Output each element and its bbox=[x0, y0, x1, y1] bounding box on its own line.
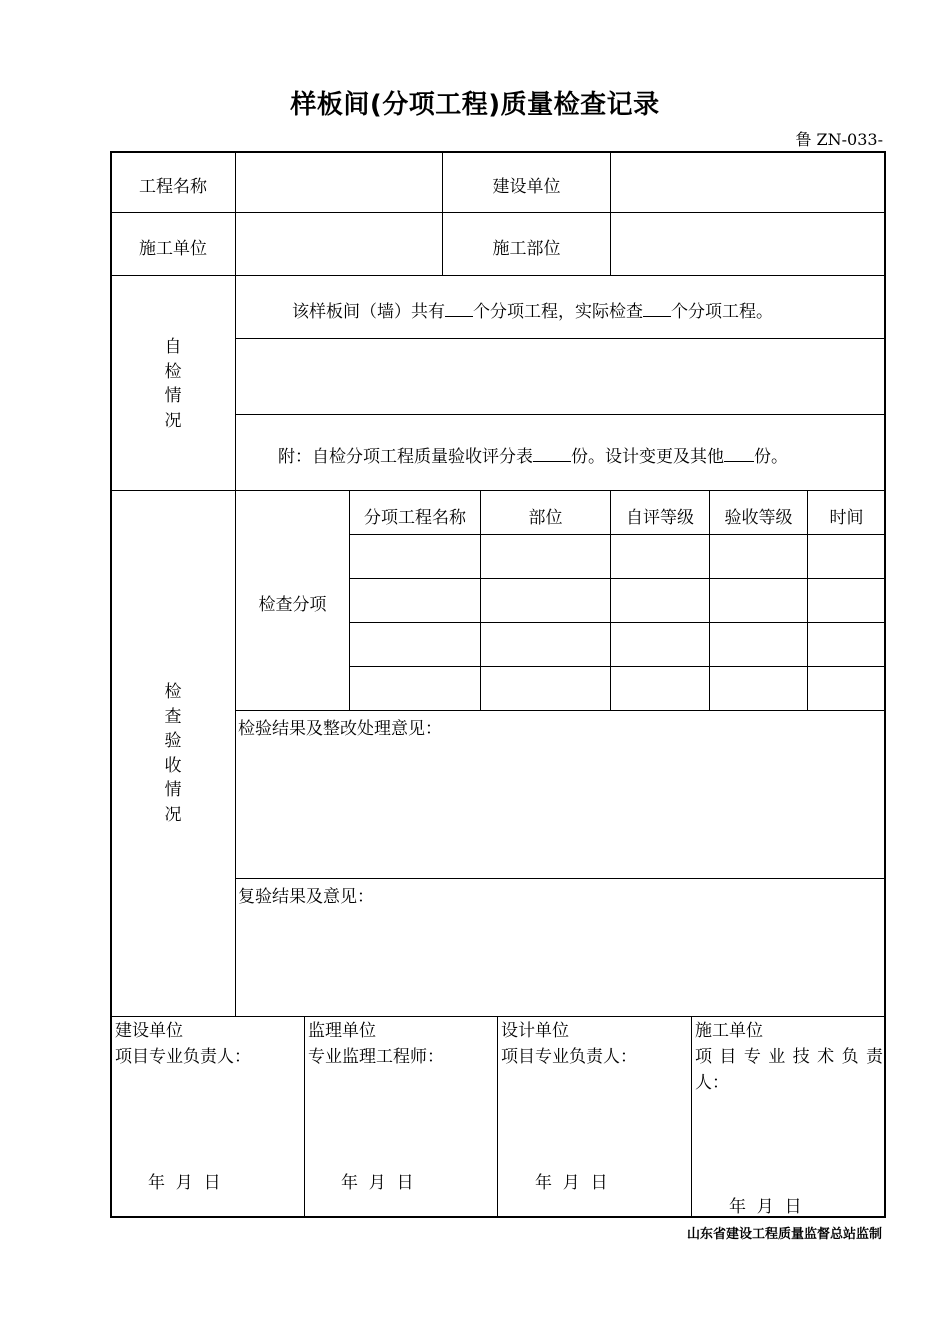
checked-blank bbox=[643, 302, 671, 317]
inspection-results-label: 检验结果及整改处理意见： bbox=[238, 719, 442, 739]
inspection-items-label: 检查分项 bbox=[258, 595, 327, 615]
construction-part-label: 施工部位 bbox=[492, 239, 561, 259]
signature-supervision-unit: 监理单位 专业监理工程师： bbox=[308, 1021, 444, 1067]
date-builder: 年 月 日 bbox=[729, 1197, 802, 1217]
signature-design-unit: 设计单位 项目专业负责人： bbox=[501, 1021, 637, 1067]
col-header-location: 部位 bbox=[528, 508, 563, 528]
builder-label: 施工单位 bbox=[139, 239, 207, 259]
row-divider bbox=[110, 1016, 886, 1017]
col-divider bbox=[691, 1016, 692, 1218]
project-name-label: 工程名称 bbox=[139, 177, 207, 197]
col-divider bbox=[610, 151, 611, 275]
form-code: 鲁 ZN-033- bbox=[795, 130, 883, 149]
row-divider bbox=[235, 414, 886, 415]
page-title: 样板间(分项工程)质量检查记录 bbox=[290, 90, 660, 120]
inspection-label: 检 查 验 收 情 况 bbox=[164, 682, 182, 825]
row-divider bbox=[349, 622, 886, 623]
row-divider bbox=[110, 275, 886, 276]
col-header-accept-grade: 验收等级 bbox=[724, 508, 793, 528]
date-construction-unit: 年 月 日 bbox=[148, 1173, 221, 1193]
construction-unit-label: 建设单位 bbox=[492, 177, 561, 197]
row-divider bbox=[235, 710, 886, 711]
signature-builder: 施工单位 项 目 专 业 技 术 负 责 人： bbox=[695, 1021, 883, 1093]
score-sheet-blank bbox=[533, 447, 571, 462]
col-header-self-grade: 自评等级 bbox=[626, 508, 694, 528]
attachment-line: 附：自检分项工程质量验收评分表 份。设计变更及其他 份。 bbox=[278, 447, 788, 467]
signature-construction-unit: 建设单位 项目专业负责人： bbox=[115, 1021, 251, 1067]
row-divider bbox=[349, 666, 886, 667]
col-header-item-name: 分项工程名称 bbox=[364, 508, 466, 528]
date-supervision-unit: 年 月 日 bbox=[341, 1173, 414, 1193]
row-divider bbox=[349, 578, 886, 579]
row-divider bbox=[110, 212, 886, 213]
count-blank bbox=[445, 302, 473, 317]
self-check-count-line: 该样板间（墙）共有 个分项工程，实际检查 个分项工程。 bbox=[292, 302, 773, 322]
row-divider bbox=[110, 490, 886, 491]
col-divider bbox=[497, 1016, 498, 1218]
col-header-time: 时间 bbox=[829, 508, 864, 528]
row-divider bbox=[235, 338, 886, 339]
col-divider bbox=[235, 151, 236, 1016]
row-divider bbox=[235, 878, 886, 879]
col-divider bbox=[304, 1016, 305, 1218]
footer-issuer: 山东省建设工程质量监督总站监制 bbox=[686, 1227, 882, 1242]
recheck-label: 复验结果及意见： bbox=[238, 887, 374, 907]
self-check-label: 自 检 情 况 bbox=[164, 337, 182, 431]
other-blank bbox=[724, 447, 754, 462]
date-design-unit: 年 月 日 bbox=[535, 1173, 608, 1193]
row-divider bbox=[349, 534, 886, 535]
